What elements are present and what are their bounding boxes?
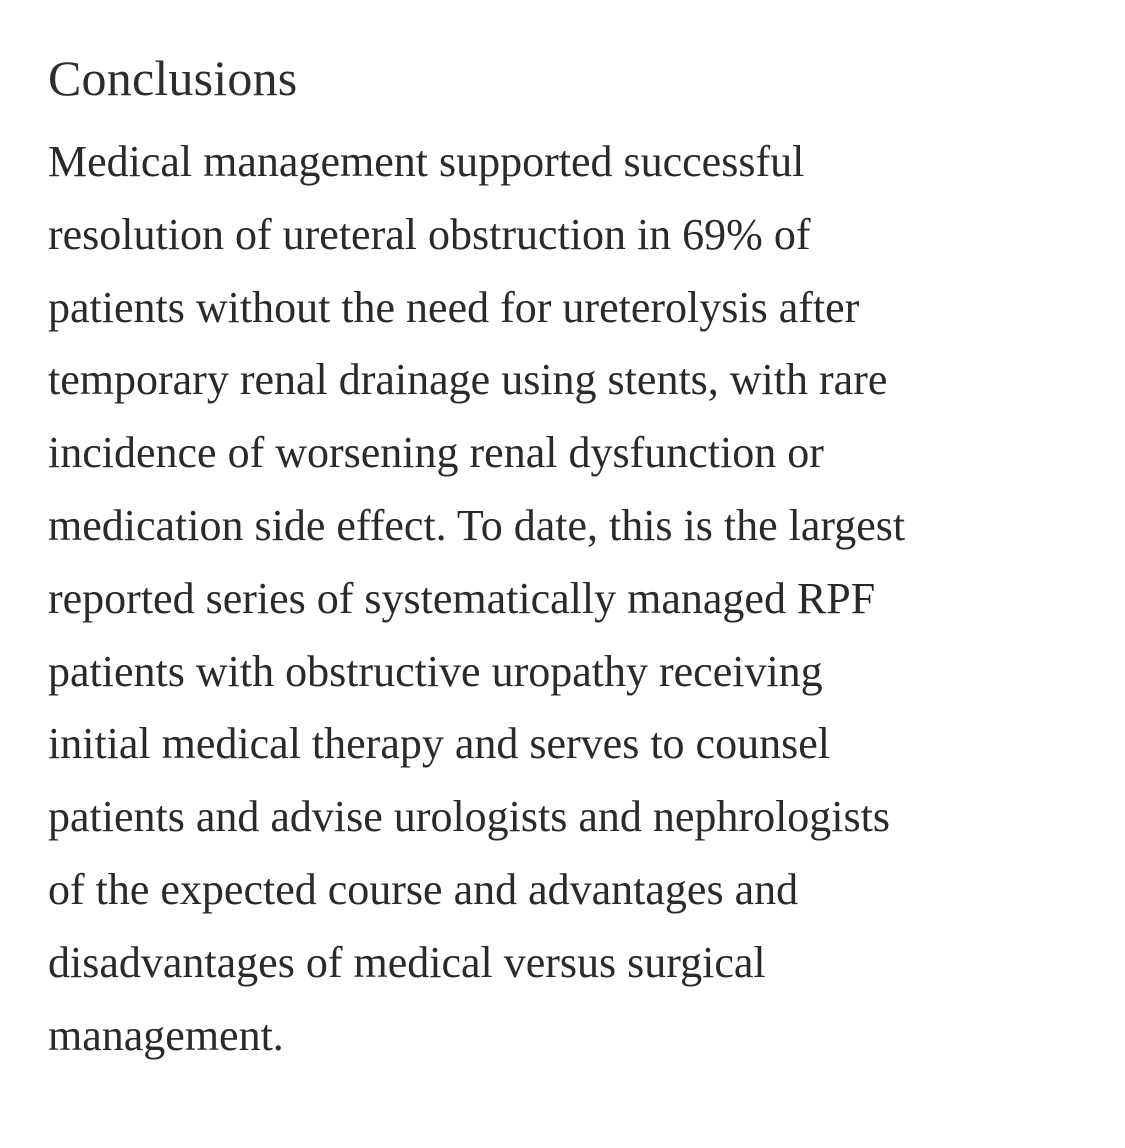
article-section [48, 42, 1088, 1072]
paragraph-line: reported series of systematically managed RPF [48, 573, 876, 623]
paragraph-line: incidence of worsening renal dysfunction or [48, 428, 824, 478]
paragraph-line: temporary renal drainage using stents, with rare [48, 355, 888, 405]
paragraph-line: initial medical therapy and serves to counsel [48, 719, 830, 769]
conclusions-paragraph [48, 126, 1088, 1072]
paragraph-line: Medical management supported successful [48, 137, 805, 186]
paragraph-line: resolution of ureteral obstruction in 69% of [48, 209, 811, 259]
paragraph-line: patients and advise urologists and nephrologists [48, 792, 890, 842]
paragraph-line: of the expected course and advantages and [48, 864, 799, 914]
section-heading: Conclusions [48, 50, 298, 106]
paragraph-line: management. [48, 1010, 284, 1060]
paragraph-line: patients with obstructive uropathy receiving [48, 646, 823, 696]
paragraph-line: disadvantages of medical versus surgical [48, 937, 766, 987]
paragraph-line: patients without the need for ureterolysis after [48, 282, 860, 332]
paragraph-line: medication side effect. To date, this is the largest [48, 500, 906, 550]
